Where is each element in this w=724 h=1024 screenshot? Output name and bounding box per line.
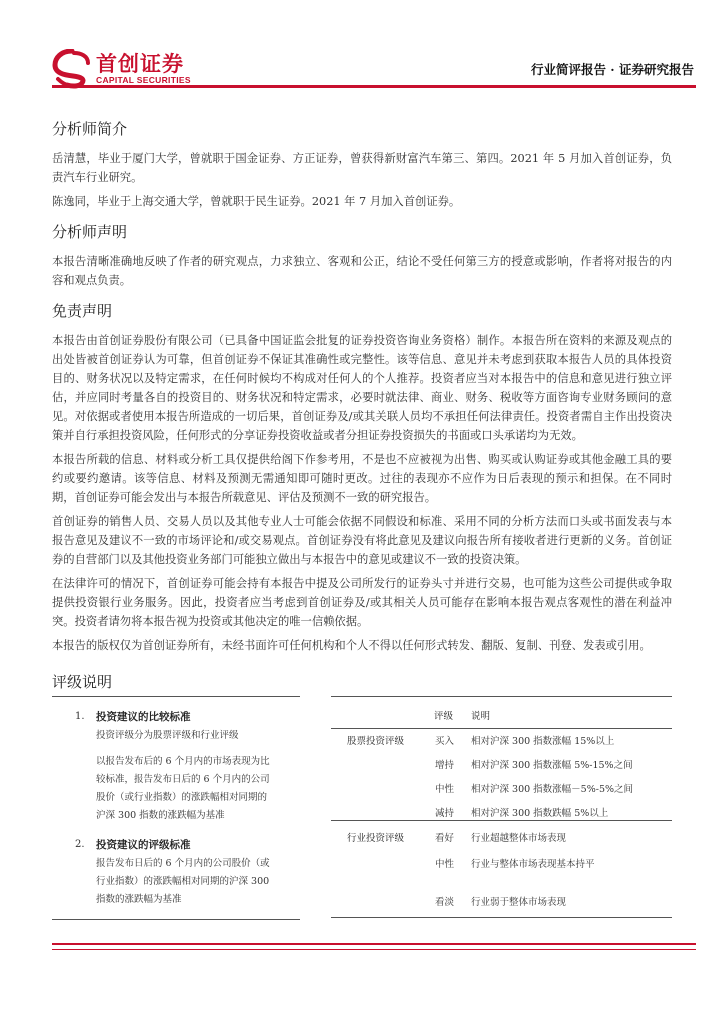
rating-table bbox=[331, 696, 672, 918]
capital-securities-logo-icon bbox=[52, 49, 92, 89]
industry-rating-label: 看好 bbox=[435, 833, 455, 844]
main-content bbox=[52, 119, 672, 660]
criteria-line: 股价（或行业指数）的涨跌幅相对同期的 bbox=[96, 792, 268, 803]
stock-rating-description: 相对沪深 300 指数涨幅 5%-15%之间 bbox=[471, 760, 633, 771]
stock-rating-label: 中性 bbox=[435, 784, 455, 795]
criteria-line: 行业指数）的涨跌幅相对同期的沪深 300 bbox=[96, 876, 270, 887]
industry-rating-description: 行业与整体市场表现基本持平 bbox=[471, 859, 595, 870]
disclaimer-paragraph: 本报告由首创证券股份有限公司（已具备中国证监会批复的证券投资咨询业务资格）制作。本报告所在资料的来源及观点的出处皆被首创证券认为可靠，但首创证券不保证其准确性或完整性。该等信息、意见并未考虑到获取本报告人员的具体投资目的、财务状况以及特定需求，在任何时候均不构成对任何人的个人推荐。投资者应当对本报告中的信息和意见进行独立评估，并应同时考量各自的投资目的、财务状况和特定需求，必要时就法律、商业、财务、税收等方面咨询专业财务顾问的意见。对依据或者使用本报告所造成的一切后果，首创证券及/或其关联人员均不承担任何法律责任。投资者需自主作出投资决策并自行承担投资风险，任何形式的分享证券投资收益或者分担证券投资损失的书面或口头承诺均为无效。 bbox=[52, 334, 672, 442]
analyst-intro-title: 分析师简介 bbox=[52, 120, 128, 138]
rating-section bbox=[52, 696, 672, 918]
logo-english-name: CAPITAL SECURITIES bbox=[96, 75, 191, 85]
criteria-line: 沪深 300 指数的涨跌幅为基准 bbox=[96, 810, 225, 821]
logo-chinese-name: 首创证券 bbox=[96, 52, 184, 76]
disclaimer-paragraph: 本报告的版权仅为首创证券所有，未经书面许可任何机构和个人不得以任何形式转发、翻版、复制、刊登、发表或引用。 bbox=[52, 639, 651, 652]
rating-title: 评级说明 bbox=[52, 673, 113, 691]
criteria-line: 以报告发布后的 6 个月内的市场表现为比 bbox=[96, 756, 270, 767]
table-header-description: 说明 bbox=[471, 711, 491, 722]
criteria-line: 报告发布日后的 6 个月内的公司股价（或 bbox=[96, 858, 270, 869]
criteria-line: 较标准，报告发布日后的 6 个月内的公司 bbox=[96, 774, 270, 785]
stock-rating-description: 相对沪深 300 指数涨幅 15%以上 bbox=[471, 736, 615, 747]
stock-rating-label: 买入 bbox=[435, 736, 455, 747]
analyst-statement-title: 分析师声明 bbox=[52, 223, 128, 241]
report-type-title: 行业简评报告 · 证券研究报告 bbox=[530, 62, 694, 77]
rating-criteria-box bbox=[52, 696, 300, 920]
stock-rating-label: 减持 bbox=[435, 808, 455, 819]
criteria-line: 指数的涨跌幅为基准 bbox=[96, 894, 182, 905]
industry-rating-label: 中性 bbox=[435, 859, 455, 870]
industry-rating-description: 行业弱于整体市场表现 bbox=[471, 897, 567, 908]
company-logo bbox=[52, 49, 191, 89]
analyst-intro-paragraph: 岳清慧，毕业于厦门大学，曾就职于国金证券、方正证券，曾获得新财富汽车第三、第四。2021 年 5 月加入首创证券，负责汽车行业研究。 bbox=[52, 152, 672, 184]
footer-divider bbox=[52, 943, 696, 945]
industry-rating-category: 行业投资评级 bbox=[347, 833, 405, 844]
stock-rating-label: 增持 bbox=[435, 760, 455, 771]
table-header-rating: 评级 bbox=[434, 711, 454, 722]
stock-rating-category: 股票投资评级 bbox=[347, 736, 405, 747]
item-number: 2. bbox=[75, 839, 85, 850]
item-number: 1. bbox=[75, 711, 85, 722]
disclaimer-title: 免责声明 bbox=[52, 302, 113, 320]
analyst-statement-paragraph: 本报告清晰准确地反映了作者的研究观点，力求独立、客观和公正，结论不受任何第三方的授意或影响，作者将对报告的内容和观点负责。 bbox=[52, 255, 672, 287]
criteria-line: 投资评级分为股票评级和行业评级 bbox=[96, 730, 239, 741]
disclaimer-paragraph: 在法律许可的情况下，首创证券可能会持有本报告中提及公司所发行的证券头寸并进行交易，也可能为这些公司提供或争取提供投资银行业务服务。因此，投资者应当考虑到首创证券及/或其相关人员可能存在影响本报告观点客观性的潜在利益冲突。投资者请勿将本报告视为投资或其他决定的唯一信赖依据。 bbox=[52, 577, 672, 628]
rating-standard-heading: 投资建议的评级标准 bbox=[96, 839, 191, 851]
disclaimer-paragraph: 首创证券的销售人员、交易人员以及其他专业人士可能会依据不同假设和标准、采用不同的分析方法而口头或书面发表与本报告意见及建议不一致的市场评论和/或交易观点。首创证券没有将此意见及建议向报告所有接收者进行更新的义务。首创证券的自营部门以及其他投资业务部门可能独立做出与本报告中的意见或建议不一致的投资决策。 bbox=[52, 515, 672, 566]
analyst-intro-paragraph: 陈逸同，毕业于上海交通大学，曾就职于民生证券。2021 年 7 月加入首创证券。 bbox=[52, 195, 461, 208]
header-divider bbox=[52, 85, 696, 88]
industry-rating-description: 行业超越整体市场表现 bbox=[471, 833, 567, 844]
stock-rating-description: 相对沪深 300 指数跌幅 5%以上 bbox=[471, 808, 609, 819]
industry-rating-label: 看淡 bbox=[435, 897, 455, 908]
disclaimer-paragraph: 本报告所载的信息、材料或分析工具仅提供给阁下作参考用，不是也不应被视为出售、购买或认购证券或其他金融工具的要约或要约邀请。该等信息、材料及预测无需通知即可随时更改。过往的表现亦不应作为日后表现的预示和担保。在不同时期，首创证券可能会发出与本报告所载意见、评估及预测不一致的研究报告。 bbox=[52, 453, 672, 504]
comparison-standard-heading: 投资建议的比较标准 bbox=[96, 711, 191, 723]
stock-rating-description: 相对沪深 300 指数涨幅－5%-5%之间 bbox=[471, 784, 634, 795]
footer-divider-thin bbox=[52, 949, 696, 950]
